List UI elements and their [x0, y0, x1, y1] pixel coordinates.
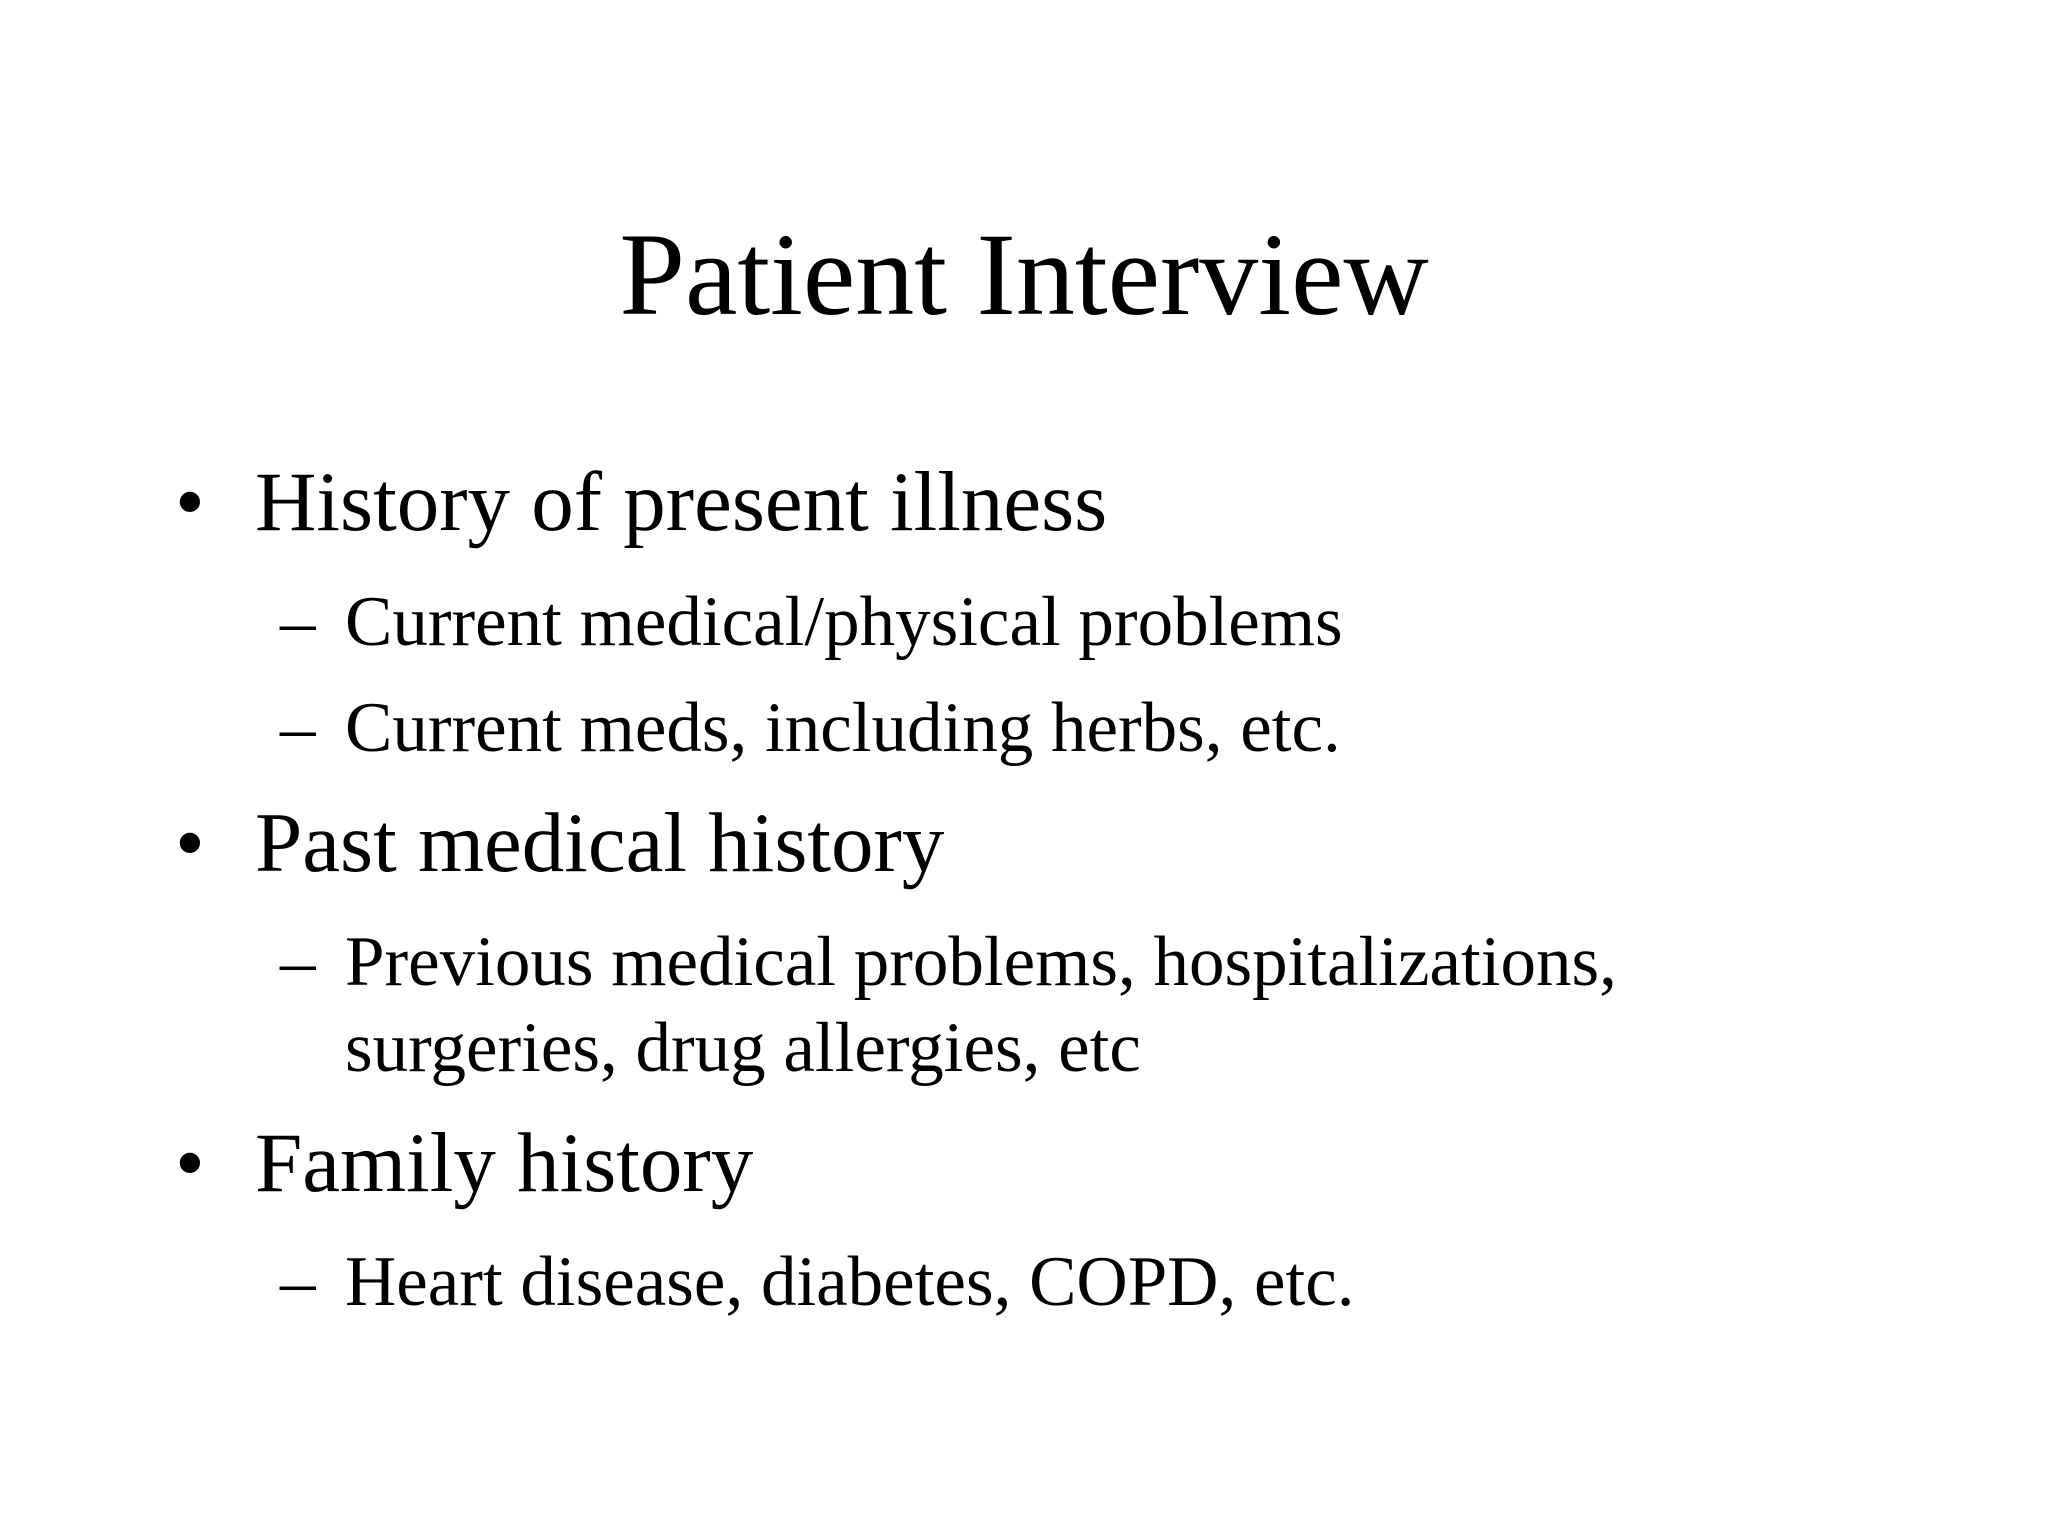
bullet-text: History of present illness — [255, 455, 1108, 549]
sub-item-text: Heart disease, diabetes, COPD, etc. — [345, 1243, 1355, 1321]
dash-marker: – — [280, 583, 316, 661]
bullet-text: Family history — [255, 1116, 754, 1210]
bullet-marker: • — [175, 1116, 205, 1210]
dash-marker: – — [280, 923, 316, 1001]
sub-item-text: Previous medical problems, hospitalizations, — [345, 923, 1617, 1001]
dash-marker: – — [280, 1243, 316, 1321]
bullet-text: Past medical history — [255, 796, 945, 890]
dash-marker: – — [280, 689, 316, 767]
bullet-marker: • — [175, 455, 205, 549]
sub-item-text: surgeries, drug allergies, etc — [345, 1009, 1141, 1087]
sub-item-text: Current medical/physical problems — [345, 583, 1343, 661]
bullet-marker: • — [175, 796, 205, 890]
slide-title: Patient Interview — [619, 209, 1429, 340]
sub-item-text: Current meds, including herbs, etc. — [345, 689, 1341, 767]
